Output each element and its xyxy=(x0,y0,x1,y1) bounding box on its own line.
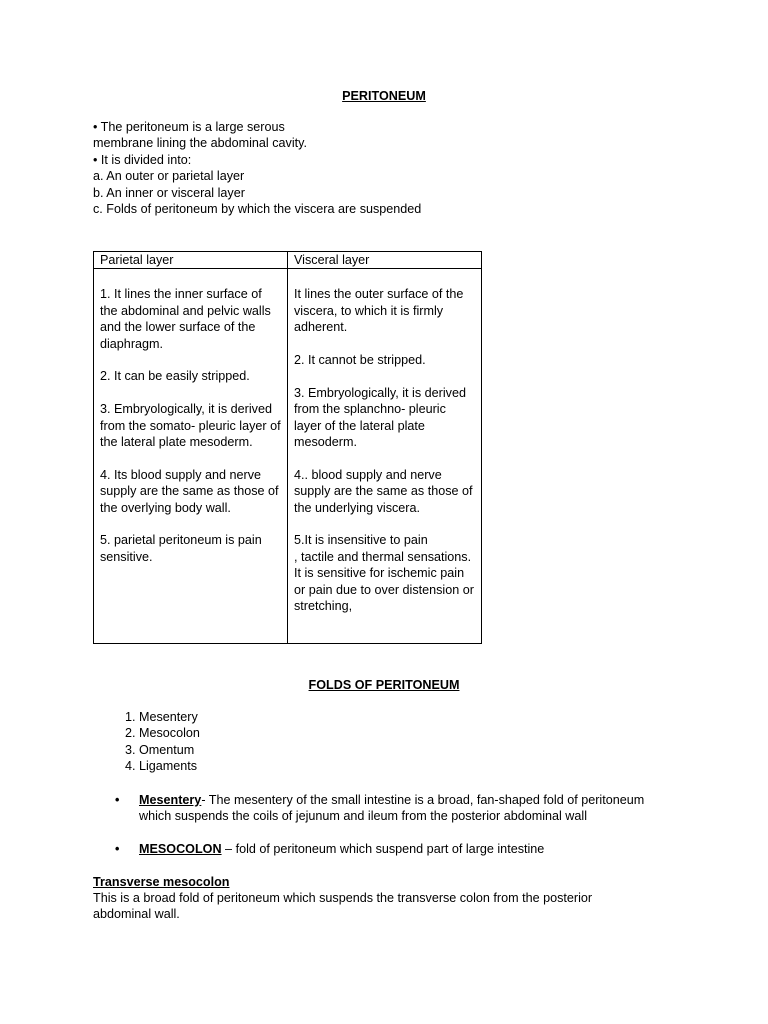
definition-mesocolon xyxy=(115,841,675,857)
folds-list xyxy=(93,709,200,775)
visceral-point: 5.It is insensitive to pain , tactile and thermal sensations. It is sensitive for ischemic pain or pain due to over distension or stretching, xyxy=(294,533,474,614)
table-row xyxy=(94,269,482,644)
term-mesentery: Mesentery xyxy=(139,793,202,807)
folds-title: FOLDS OF PERITONEUM xyxy=(308,678,460,692)
intro-block xyxy=(93,119,653,217)
list-item: 2. Mesocolon xyxy=(139,725,200,741)
intro-line: a. An outer or parietal layer xyxy=(93,169,245,184)
definition-text: - The mesentery of the small intestine is a broad, fan-shaped fold of peritoneum which suspends the coils of jejunum and ileum from the posterior abdominal wall xyxy=(139,793,645,824)
parietal-point: 2. It can be easily stripped. xyxy=(100,369,250,384)
parietal-point: 1. It lines the inner surface of the abdominal and pelvic walls and the lower surface of the diaphragm. xyxy=(100,287,271,351)
header-visceral: Visceral layer xyxy=(288,252,482,269)
bullet-icon: • xyxy=(115,793,120,807)
visceral-point: 2. It cannot be stripped. xyxy=(294,353,426,368)
visceral-point: 4.. blood supply and nerve supply are the same as those of the underlying viscera. xyxy=(294,467,473,515)
definition-mesentery xyxy=(115,792,675,825)
visceral-cell xyxy=(288,269,482,644)
transverse-mesocolon-heading: Transverse mesocolon xyxy=(93,875,230,889)
term-mesocolon: MESOCOLON xyxy=(139,842,222,857)
intro-line: • The peritoneum is a large serous xyxy=(93,120,285,134)
transverse-mesocolon-text: This is a broad fold of peritoneum which suspends the transverse colon from the posterior abdominal wall. xyxy=(93,891,593,922)
list-item: 4. Ligaments xyxy=(139,758,200,774)
parietal-point: 5. parietal peritoneum is pain sensitive. xyxy=(100,533,262,564)
parietal-cell xyxy=(94,269,288,644)
table-header-row xyxy=(94,252,482,269)
parietal-point: 3. Embryologically, it is derived from the somato- pleuric layer of the lateral plate mesoderm. xyxy=(100,402,281,450)
header-parietal: Parietal layer xyxy=(94,252,288,269)
intro-line: membrane lining the abdominal cavity. xyxy=(93,136,307,151)
definition-text: – fold of peritoneum which suspend part of large intestine xyxy=(221,842,545,857)
intro-line: • It is divided into: xyxy=(93,152,192,167)
visceral-point: 3. Embryologically, it is derived from the splanchno- pleuric layer of the lateral plate mesoderm. xyxy=(294,385,466,450)
bullet-icon: • xyxy=(115,842,120,857)
fold-definitions xyxy=(115,792,675,874)
list-item: 3. Omentum xyxy=(139,742,200,758)
page-title: PERITONEUM xyxy=(342,89,426,103)
intro-line: c. Folds of peritoneum by which the viscera are suspended xyxy=(93,202,422,217)
list-item: 1. Mesentery xyxy=(139,709,200,725)
intro-line: b. An inner or visceral layer xyxy=(93,185,245,200)
layers-comparison-table xyxy=(93,251,482,644)
parietal-point: 4. Its blood supply and nerve supply are the same as those of the overlying body wall. xyxy=(100,467,279,515)
visceral-point: It lines the outer surface of the viscera, to which it is firmly adherent. xyxy=(294,287,464,335)
